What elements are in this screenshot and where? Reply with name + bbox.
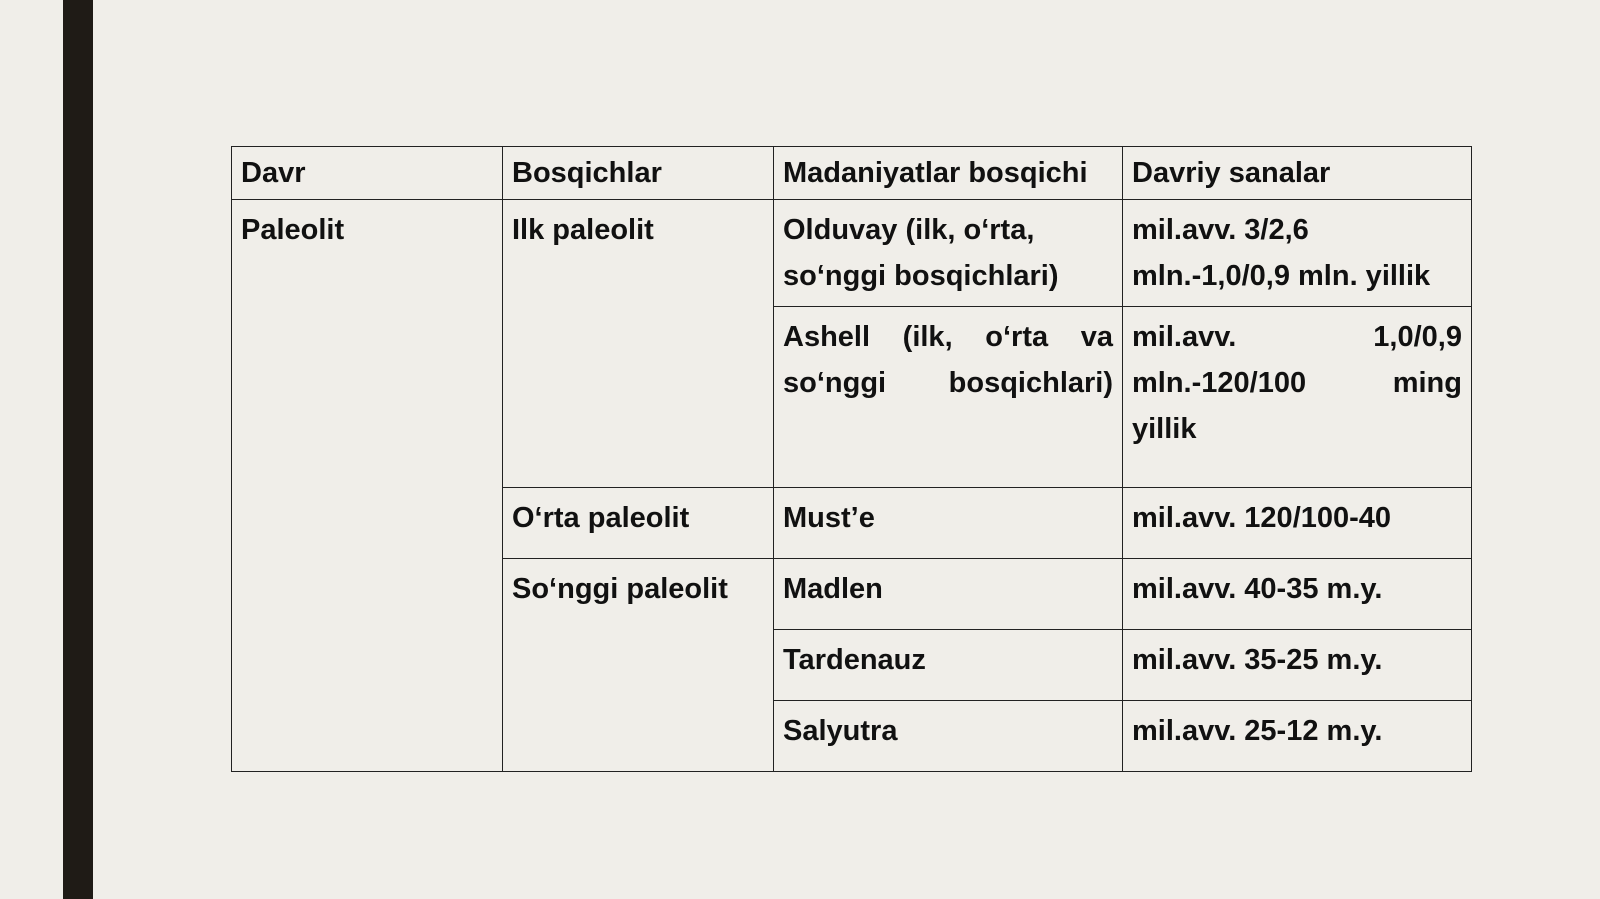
header-madaniyatlar-bosqichi: Madaniyatlar bosqichi xyxy=(774,147,1123,200)
stage-cell-middle: O‘rta paleolit xyxy=(503,488,774,559)
stage-cell-late: So‘nggi paleolit xyxy=(503,559,774,772)
header-davr: Davr xyxy=(232,147,503,200)
dates-cell xyxy=(1123,307,1472,488)
left-accent-bar xyxy=(63,0,93,899)
culture-cell: Madlen xyxy=(774,559,1123,630)
dates-cell: mil.avv. 35-25 m.y. xyxy=(1123,630,1472,701)
header-row xyxy=(232,147,1472,200)
table-row xyxy=(232,200,1472,307)
culture-cell: Tardenauz xyxy=(774,630,1123,701)
dates-main-text: mil.avv. 1,0/0,9 mln.-120/100 ming xyxy=(1132,321,1462,399)
dates-tail-text: yillik xyxy=(1132,413,1197,445)
culture-cell: Salyutra xyxy=(774,701,1123,772)
stage-cell-early: Ilk paleolit xyxy=(503,200,774,488)
header-bosqichlar: Bosqichlar xyxy=(503,147,774,200)
dates-cell: mil.avv. 3/2,6 mln.-1,0/0,9 mln. yillik xyxy=(1123,200,1472,307)
dates-cell: mil.avv. 25-12 m.y. xyxy=(1123,701,1472,772)
paleolithic-periods-table xyxy=(231,146,1472,772)
culture-cell: Ashell (ilk, o‘rta va so‘nggi bosqichlari) xyxy=(774,307,1123,488)
culture-cell: Must’e xyxy=(774,488,1123,559)
dates-cell: mil.avv. 120/100-40 xyxy=(1123,488,1472,559)
culture-cell: Olduvay (ilk, o‘rta, so‘nggi bosqichlari) xyxy=(774,200,1123,307)
era-cell: Paleolit xyxy=(232,200,503,772)
header-davriy-sanalar: Davriy sanalar xyxy=(1123,147,1472,200)
dates-cell: mil.avv. 40-35 m.y. xyxy=(1123,559,1472,630)
